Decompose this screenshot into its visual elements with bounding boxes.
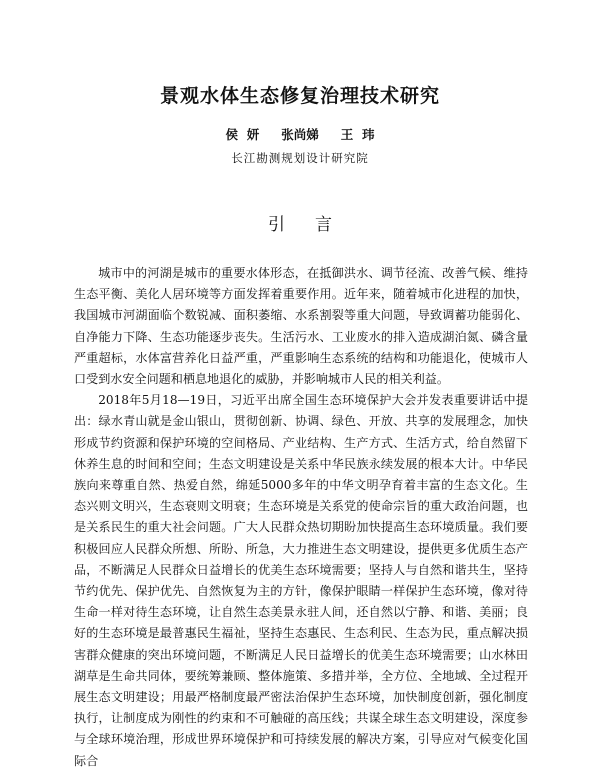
author-name: 王 玮 xyxy=(340,127,375,142)
body-paragraph: 城市中的河湖是城市的重要水体形态，在抵御洪水、调节径流、改善气候、维持生态平衡、美化人居环境等方面发挥着重要作用。近年来，随着城市化进程的加快，我国城市河湖面临个数锐减、面积萎缩、水系割裂等重大问题，导致调蓄功能弱化、自净能力下降、生态功能逐步丧失。生活污水、工业废水的排入造成湖泊氮、磷含量严重超标，水体富营养化日益严重，严重影响生态系统的结构和功能退化，使城市人口受到水安全问题和栖息地退化的威胁，并影响城市人民的相关利益。 xyxy=(74,266,528,387)
paper-title: 景观水体生态修复治理技术研究 xyxy=(159,85,440,107)
author-name: 张尚娣 xyxy=(281,127,319,142)
author-list xyxy=(0,126,600,144)
section-heading: 引言 xyxy=(268,215,362,235)
author-affiliation: 长江勘测规划设计研究院 xyxy=(231,151,369,165)
body-paragraph: 2018年5月18—19日，习近平出席全国生态环境保护大会并发表重要讲话中提出：绿水青山就是金山银山，贯彻创新、协调、绿色、开放、共享的发展理念，加快形成节约资源和保护环境的空间格局、产业结构、生产方式、生活方式，给自然留下休养生息的时间和空间；生态文明建设是关系中华民族永续发展的根本大计。中华民族向来尊重自然、热爱自然，绵延5000多年的中华文明孕育着丰富的生态文化。生态兴则文明兴，生态衰则文明衰；生态环境是关系党的使命宗旨的重大政治问题，也是关系民生的重大社会问题。广大人民群众热切期盼加快提高生态环境质量。我们要积极回应人民群众所想、所盼、所急，大力推进生态文明建设，提供更多优质生态产品，不断满足人民群众日益增长的优美生态环境需要；坚持人与自然和谐共生，坚持节约优先、保护优先、自然恢复为主的方针，像保护眼睛一样保护生态环境，像对待生命一样对待生态环境，让自然生态美景永驻人间，还自然以宁静、和谐、美丽；良好的生态环境是最普惠民生福祉，坚持生态惠民、生态利民、生态为民，重点解决损害群众健康的突出环境问题，不断满足人民日益增长的优美生态环境需要；山水林田湖草是生命共同体，要统筹兼顾、整体施策、多措并举，全方位、全地域、全过程开展生态文明建设；用最严格制度最严密法治保护生态环境，加快制度创新，强化制度执行，让制度成为刚性的约束和不可触碰的高压线；共谋全球生态文明建设，深度参与全球环境治理，形成世界环境保护和可持续发展的解决方案，引导应对气候变化国际合 xyxy=(74,393,528,768)
body-text xyxy=(74,263,528,769)
author-name: 侯 妍 xyxy=(225,127,260,142)
